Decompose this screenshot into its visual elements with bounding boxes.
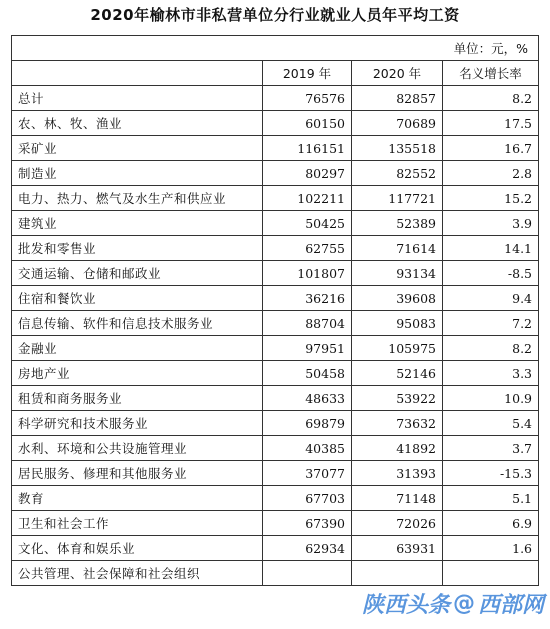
- growth-rate-cell: 3.7: [443, 436, 539, 461]
- growth-rate-cell: 9.4: [443, 286, 539, 311]
- industry-cell: 采矿业: [12, 136, 263, 161]
- table-row: [12, 486, 539, 511]
- watermark-left: 陕西头条: [361, 592, 450, 618]
- page-title: 2020年榆林市非私营单位分行业就业人员年平均工资: [90, 6, 460, 24]
- growth-rate-cell: 17.5: [443, 111, 539, 136]
- growth-rate-cell: 14.1: [443, 236, 539, 261]
- industry-cell: 电力、热力、燃气及水生产和供应业: [12, 186, 263, 211]
- value-2020-cell: 41892: [352, 436, 443, 461]
- value-2019-cell: 67390: [263, 511, 352, 536]
- value-2019-cell: 37077: [263, 461, 352, 486]
- table-row: [12, 86, 539, 111]
- value-2019-cell: 67703: [263, 486, 352, 511]
- industry-cell: 农、林、牧、渔业: [12, 111, 263, 136]
- value-2020-cell: 72026: [352, 511, 443, 536]
- industry-cell: 水利、环境和公共设施管理业: [12, 436, 263, 461]
- industry-cell: 科学研究和技术服务业: [12, 411, 263, 436]
- industry-cell: 制造业: [12, 161, 263, 186]
- value-2019-cell: 62755: [263, 236, 352, 261]
- header-row: [12, 61, 539, 86]
- table-row: [12, 211, 539, 236]
- value-2019-cell: 50458: [263, 361, 352, 386]
- growth-rate-cell: 16.7: [443, 136, 539, 161]
- table-row: [12, 136, 539, 161]
- table-row: [12, 361, 539, 386]
- value-2019-cell: 102211: [263, 186, 352, 211]
- growth-rate-cell: -8.5: [443, 261, 539, 286]
- table-row: [12, 336, 539, 361]
- value-2020-cell: 82552: [352, 161, 443, 186]
- value-2019-cell: 88704: [263, 311, 352, 336]
- value-2019-cell: 36216: [263, 286, 352, 311]
- growth-rate-cell: 2.8: [443, 161, 539, 186]
- value-2020-cell: 73632: [352, 411, 443, 436]
- growth-rate-cell: 7.2: [443, 311, 539, 336]
- growth-rate-cell: 15.2: [443, 186, 539, 211]
- value-2020-cell: 117721: [352, 186, 443, 211]
- growth-rate-cell: 3.9: [443, 211, 539, 236]
- table-row: [12, 386, 539, 411]
- value-2019-cell: 62934: [263, 536, 352, 561]
- industry-cell: 信息传输、软件和信息技术服务业: [12, 311, 263, 336]
- value-2020-cell: 105975: [352, 336, 443, 361]
- table-row: [12, 511, 539, 536]
- growth-rate-cell: 3.3: [443, 361, 539, 386]
- watermark-right: 西部网: [477, 592, 544, 618]
- value-2019-cell: [263, 561, 352, 586]
- growth-rate-cell: 10.9: [443, 386, 539, 411]
- growth-rate-cell: -15.3: [443, 461, 539, 486]
- value-2020-cell: 52146: [352, 361, 443, 386]
- table-row: [12, 286, 539, 311]
- industry-cell: 卫生和社会工作: [12, 511, 263, 536]
- growth-rate-cell: 6.9: [443, 511, 539, 536]
- table-row: [12, 111, 539, 136]
- industry-cell: 建筑业: [12, 211, 263, 236]
- growth-rate-cell: 8.2: [443, 336, 539, 361]
- value-2020-cell: 71614: [352, 236, 443, 261]
- unit-label: 单位：元，%: [12, 36, 539, 61]
- industry-cell: 金融业: [12, 336, 263, 361]
- watermark: [292, 586, 544, 620]
- wage-table: [11, 35, 539, 586]
- header-2020: 2020 年: [352, 61, 443, 86]
- value-2019-cell: 97951: [263, 336, 352, 361]
- industry-cell: 交通运输、仓储和邮政业: [12, 261, 263, 286]
- table-row: [12, 186, 539, 211]
- growth-rate-cell: 5.1: [443, 486, 539, 511]
- industry-cell: 文化、体育和娱乐业: [12, 536, 263, 561]
- value-2019-cell: 80297: [263, 161, 352, 186]
- growth-rate-cell: 8.2: [443, 86, 539, 111]
- header-industry: [12, 61, 263, 86]
- industry-cell: 居民服务、修理和其他服务业: [12, 461, 263, 486]
- table-row: [12, 536, 539, 561]
- industry-cell: 总计: [12, 86, 263, 111]
- table-row: [12, 311, 539, 336]
- table-row: [12, 261, 539, 286]
- header-2019: 2019 年: [263, 61, 352, 86]
- table-row: [12, 411, 539, 436]
- industry-cell: 租赁和商务服务业: [12, 386, 263, 411]
- table-row: [12, 161, 539, 186]
- value-2020-cell: 95083: [352, 311, 443, 336]
- value-2019-cell: 60150: [263, 111, 352, 136]
- header-growth-rate: 名义增长率: [443, 61, 539, 86]
- value-2020-cell: 31393: [352, 461, 443, 486]
- industry-cell: 批发和零售业: [12, 236, 263, 261]
- industry-cell: 房地产业: [12, 361, 263, 386]
- table-row: [12, 461, 539, 486]
- value-2019-cell: 116151: [263, 136, 352, 161]
- industry-cell: 公共管理、社会保障和社会组织: [12, 561, 263, 586]
- growth-rate-cell: 5.4: [443, 411, 539, 436]
- watermark-sep: @: [452, 590, 475, 616]
- table-row: [12, 561, 539, 586]
- value-2020-cell: 135518: [352, 136, 443, 161]
- value-2020-cell: 82857: [352, 86, 443, 111]
- value-2020-cell: 53922: [352, 386, 443, 411]
- value-2020-cell: 93134: [352, 261, 443, 286]
- unit-row: [12, 36, 539, 61]
- table-row: [12, 436, 539, 461]
- value-2020-cell: 70689: [352, 111, 443, 136]
- value-2020-cell: 39608: [352, 286, 443, 311]
- growth-rate-cell: [443, 561, 539, 586]
- value-2019-cell: 69879: [263, 411, 352, 436]
- industry-cell: 住宿和餐饮业: [12, 286, 263, 311]
- value-2020-cell: 63931: [352, 536, 443, 561]
- value-2019-cell: 76576: [263, 86, 352, 111]
- table-row: [12, 236, 539, 261]
- value-2019-cell: 40385: [263, 436, 352, 461]
- industry-cell: 教育: [12, 486, 263, 511]
- value-2020-cell: [352, 561, 443, 586]
- growth-rate-cell: 1.6: [443, 536, 539, 561]
- value-2019-cell: 101807: [263, 261, 352, 286]
- value-2019-cell: 48633: [263, 386, 352, 411]
- value-2020-cell: 52389: [352, 211, 443, 236]
- value-2020-cell: 71148: [352, 486, 443, 511]
- value-2019-cell: 50425: [263, 211, 352, 236]
